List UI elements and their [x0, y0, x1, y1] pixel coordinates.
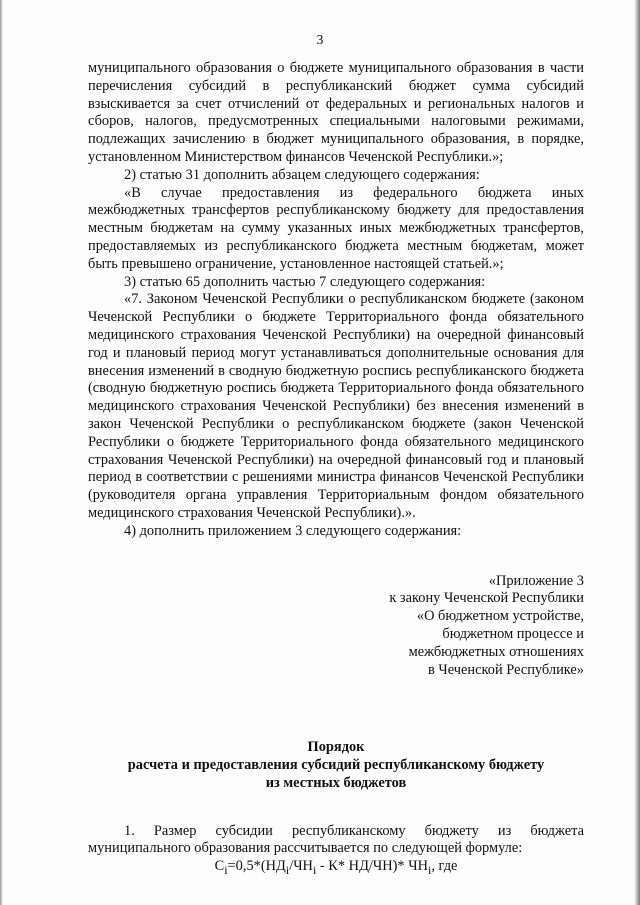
paragraph-item-4: 4) дополнить приложением 3 следующего содержания:: [124, 522, 462, 539]
appendix-header: [88, 573, 584, 680]
scan-left-edge: [0, 0, 3, 905]
appendix-line: бюджетном процессе и: [442, 625, 584, 642]
appendix-line: к закону Чеченской Республики: [389, 590, 584, 607]
order-title: Порядок: [307, 739, 365, 756]
formula-subscript: i: [427, 863, 432, 878]
paragraph-item-2: 2) статью 31 дополнить абзацем следующего содержания:: [124, 166, 480, 183]
formula-part: C: [214, 858, 225, 875]
scan-right-edge: [634, 0, 640, 905]
paragraph-continuation: муниципального образования о бюджете муниципального образования в части перечисления субсидий в республиканский бюджет сумма субсидий взыскивается за счет отчислений от федеральных и региональных налогов и сборов, налогов, предусмотренных специальными налоговыми режимами, подлежащих зачислению в бюджет муниципального образования, в порядке, установленном Министерством финансов Чеченской Республики.»;: [88, 60, 584, 165]
formula-subscript: i: [224, 863, 228, 878]
formula-part: =0,5*(НД: [227, 858, 286, 875]
formula-part: - К* НД/ЧН)* ЧН: [316, 858, 428, 875]
formula-subscript: i: [285, 863, 290, 878]
appendix-line: межбюджетных отношениях: [408, 643, 584, 660]
appendix-line: в Чеченской Республике»: [428, 661, 584, 678]
formula-subscript: i: [312, 863, 317, 878]
appendix-line: «О бюджетном устройстве,: [416, 608, 584, 625]
paragraph-item-3: 3) статью 65 дополнить частью 7 следующего содержания:: [124, 273, 486, 290]
order-heading: [88, 739, 584, 792]
paragraph-quote-article-31: «В случае предоставления из федерального бюджета иных межбюджетных трансфертов республиканскому бюджету для предоставления местным бюджетам на сумму указанных иных межбюджетных трансфертов, предоставляемых из республиканского бюджета местным бюджетам, может быть превышено ограничение, установленное настоящей статьей.»;: [88, 184, 584, 272]
order-subtitle: расчета и предоставления субсидий республиканскому бюджету: [127, 757, 545, 774]
paragraph-quote-article-65: «7. Законом Чеченской Республики о республиканском бюджете (законом Чеченской Республики о бюджете Территориального фонда обязательного медицинского страхования Чеченской Республики) на очередной финансовый год и плановый период могут устанавливаться дополнительные основания для внесения изменений в сводную бюджетную роспись республиканского бюджета (сводную бюджетную роспись бюджета Территориального фонда обязательного медицинского страхования Чеченской Республики) без внесения изменений в закон Чеченской Республики о республиканском бюджете (закон Чеченской Республики о бюджете Территориального фонда обязательного медицинского страхования Чеченской Республики) на очередной финансовый год и плановый период в соответствии с решениями министра финансов Чеченской Республики (руководителя органа управления Территориальным фондом обязательного медицинского страхования Чеченской Республики).».: [88, 291, 584, 521]
formula-part: /ЧН: [289, 858, 313, 875]
page-number: 3: [316, 32, 324, 47]
document-body: [88, 60, 584, 880]
order-subtitle: из местных бюджетов: [265, 774, 407, 791]
appendix-line: «Приложение 3: [488, 572, 584, 589]
subsidy-formula: [88, 858, 584, 880]
formula-part: , где: [431, 858, 458, 875]
clause-1: 1. Размер субсидии республиканскому бюджету из бюджета муниципального образования рассчитывается по следующей формуле:: [88, 822, 584, 857]
